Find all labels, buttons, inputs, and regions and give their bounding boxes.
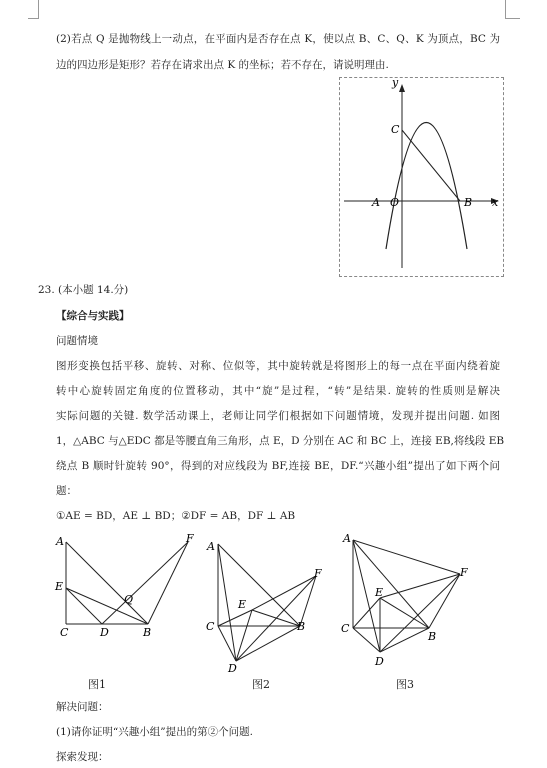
page-corner-mark-left	[28, 0, 39, 19]
fig3-label-f: F	[460, 566, 468, 579]
q23-situation-heading: 问题情境	[56, 335, 98, 347]
point-a-label: A	[372, 196, 380, 209]
fig3-label-e: E	[375, 586, 384, 599]
q23-claims: ①AE = BD，AE ⊥ BD；②DF = AB，DF ⊥ AB	[56, 510, 296, 522]
fig2-label-c: C	[206, 620, 215, 633]
fig1-label-a: A	[56, 535, 64, 548]
figure-3	[337, 528, 477, 673]
q23-header: 23. (本小题 14.分)	[38, 284, 129, 296]
fig3-label-b: B	[428, 630, 437, 643]
figure-2	[200, 530, 330, 675]
fig3-label-d: D	[375, 655, 384, 668]
fig2-label-d: D	[228, 662, 237, 675]
y-axis-label: y	[392, 78, 399, 89]
q2-line-1: (2)若点 Q 是抛物线上一动点，在平面内是否存在点 K，使以点 B、C、Q、K 为顶点，BC 为	[56, 33, 500, 45]
fig1-label-c: C	[60, 626, 69, 639]
page-corner-mark-right	[505, 0, 520, 19]
fig2-label-e: E	[238, 598, 247, 611]
fig1-label-b: B	[143, 626, 152, 639]
fig3-label-c: C	[341, 622, 350, 635]
figure-1-caption: 图1	[88, 678, 106, 691]
parabola-graph-svg	[340, 78, 503, 276]
fig1-label-q: Q	[124, 593, 134, 606]
parabola-graph	[339, 77, 504, 277]
point-c-label: C	[391, 123, 400, 136]
fig1-label-f: F	[186, 532, 194, 545]
fig1-label-e: E	[55, 580, 64, 593]
q2-line-2: 边的四边形是矩形？若存在请求出点 K 的坐标；若不存在，请说明理由.	[56, 59, 389, 71]
y-axis-arrow	[399, 84, 405, 92]
figure-1	[52, 530, 202, 648]
q23-paragraph-line-1: 图形变换包括平移、旋转、对称、位似等，其中旋转就是将图形上的每一点在平面内绕着旋	[56, 360, 500, 372]
x-axis-label: x	[492, 196, 499, 209]
q23-paragraph-line-5: 绕点 B 顺时针旋转 90°，得到的对应线段为 BF,连接 BE，DF.“兴趣小组”提出了如下两个问	[56, 460, 500, 472]
segment-bc	[402, 130, 460, 201]
sub-question-1: (1)请你证明“兴趣小组”提出的第②个问题.	[56, 726, 253, 738]
fig2-label-a: A	[207, 540, 215, 553]
q23-paragraph-line-6: 题：	[56, 485, 77, 497]
fig2-label-f: F	[314, 567, 322, 580]
q23-paragraph-line-4: 1，△ABC 与△EDC 都是等腰直角三角形，点 E，D 分别在 AC 和 BC 上，连接 EB,将线段 EB	[56, 435, 505, 447]
point-b-label: B	[464, 196, 473, 209]
figure-2-caption: 图2	[252, 678, 270, 691]
q23-paragraph-line-2: 转中心旋转固定角度的位置移动，其中“旋”是过程，“转”是结果. 旋转的性质则是解决	[56, 385, 500, 397]
fig1-label-d: D	[100, 626, 109, 639]
explore-heading: 探索发现：	[56, 751, 109, 763]
solve-heading: 解决问题：	[56, 701, 109, 713]
fig3-label-a: A	[343, 532, 351, 545]
fig2-label-b: B	[297, 620, 306, 633]
parabola-curve	[386, 123, 467, 250]
q23-paragraph-line-3: 实际问题的关键. 数学活动课上，老师让同学们根据如下问题情境，发现并提出问题. 如图	[56, 410, 500, 422]
figure-3-caption: 图3	[396, 678, 414, 691]
origin-label: O	[390, 196, 400, 209]
q23-section-title: 【综合与实践】	[56, 310, 130, 322]
